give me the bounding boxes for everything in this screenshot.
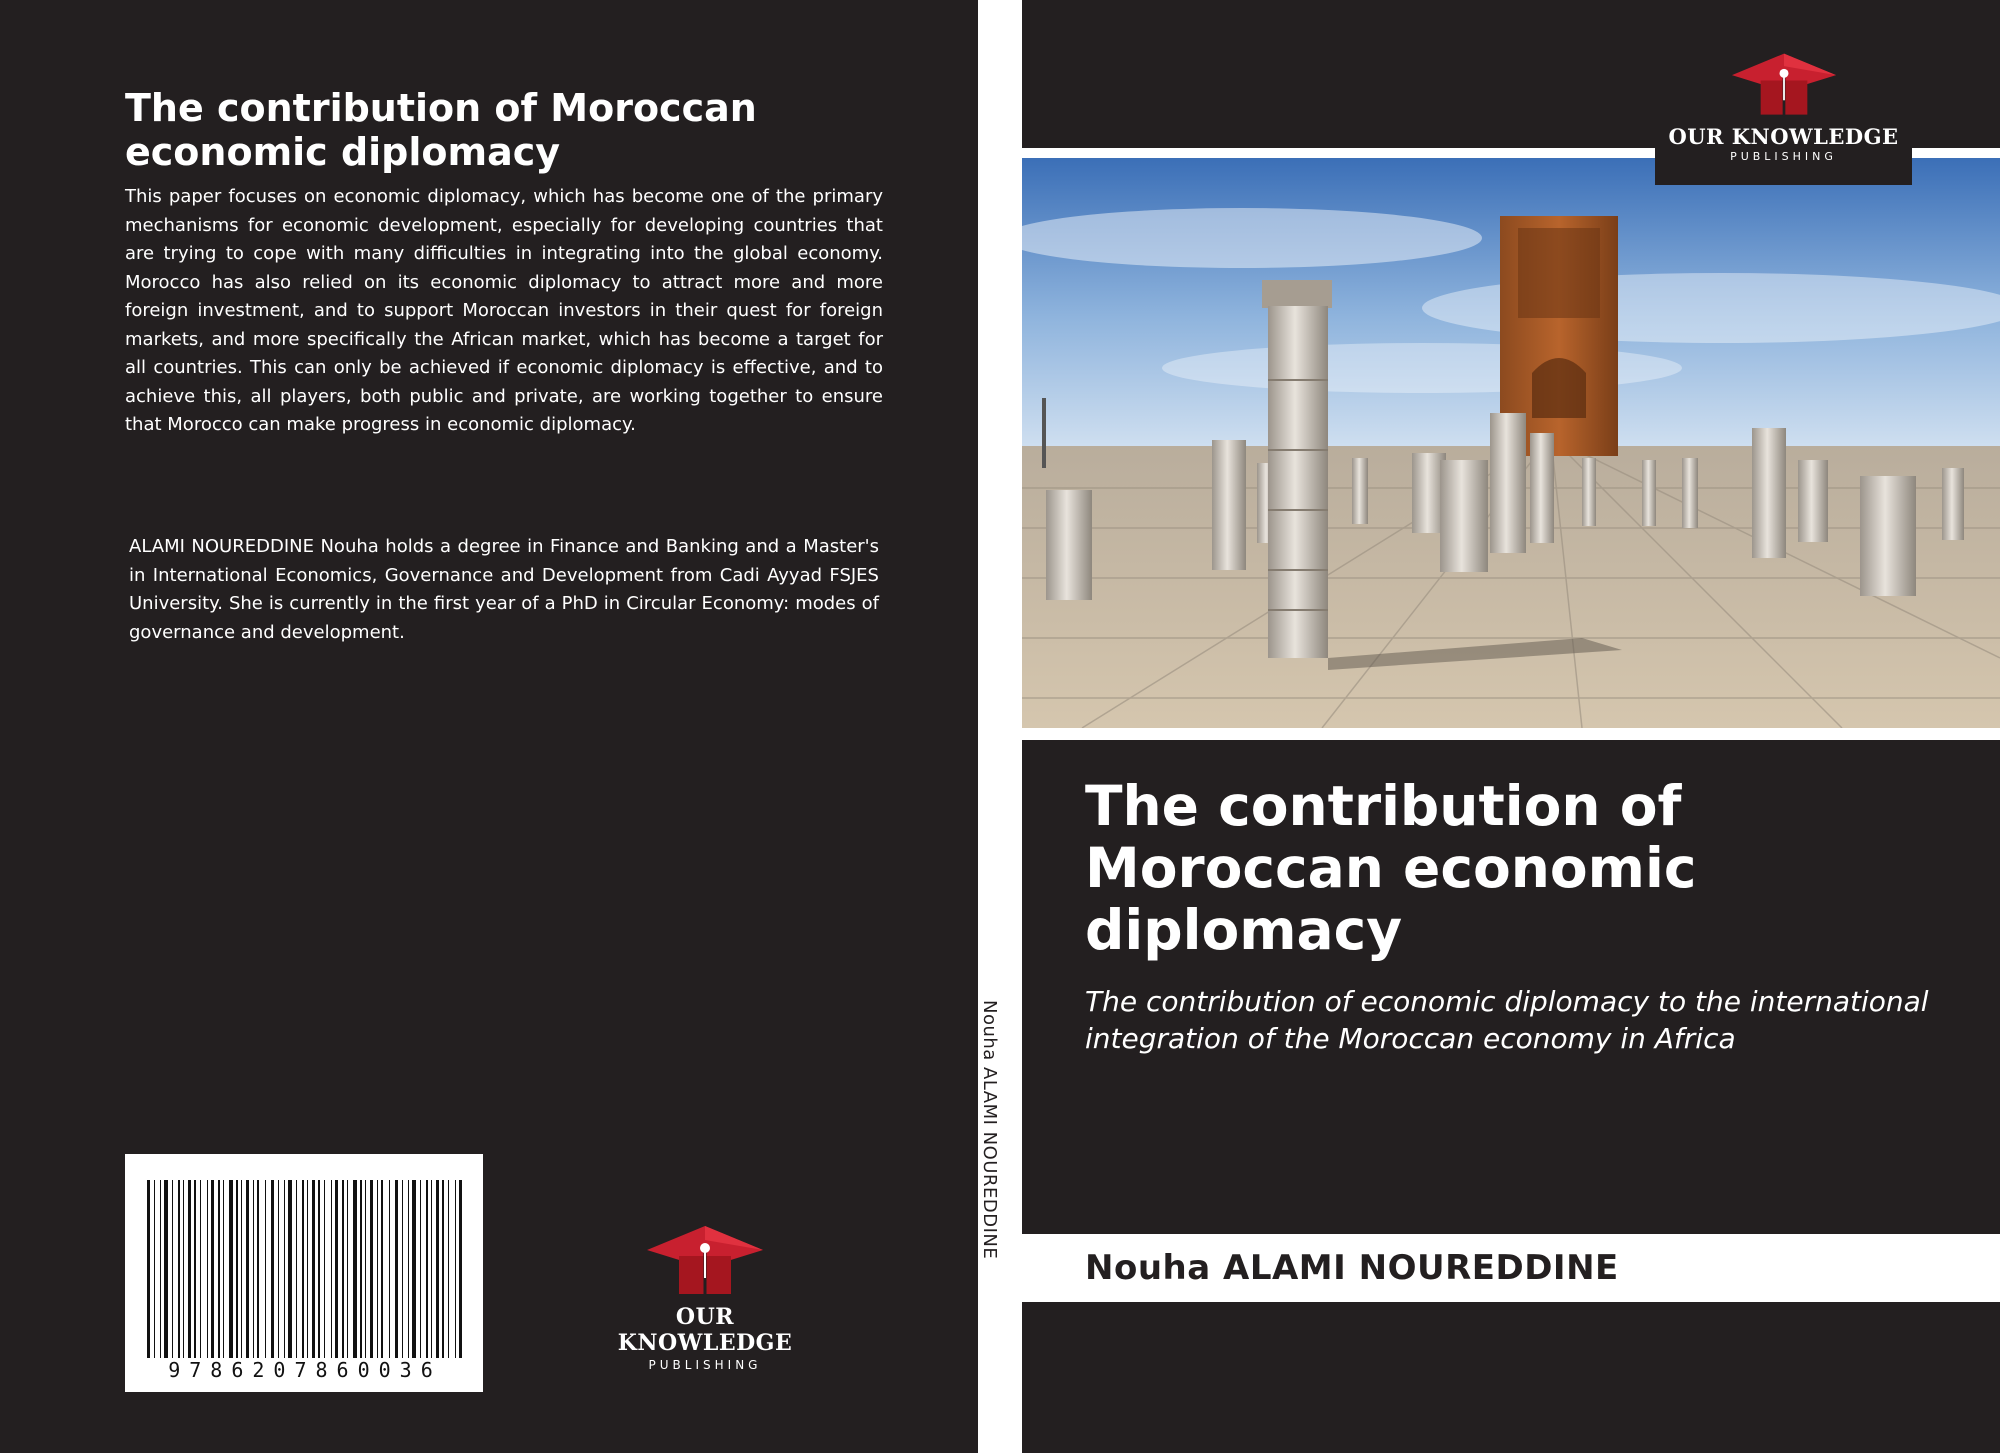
barcode-bars-icon [125, 1154, 483, 1392]
graduation-cap-icon [645, 1222, 765, 1300]
back-cover-title: The contribution of Moroccan economic diplomacy [125, 86, 757, 174]
barcode-digits: 9786207860036 [168, 1358, 442, 1382]
front-cover-subtitle: The contribution of economic diplomacy to the international integration of the Moroccan economy in Africa [1085, 985, 1929, 1055]
publisher-logo-front [1655, 52, 1912, 163]
spine-author: Nouha ALAMI NOUREDDINE [979, 1000, 1000, 1260]
publisher-logo-back [585, 1222, 825, 1372]
publisher-sub: PUBLISHING [1730, 150, 1837, 163]
front-cover-author: Nouha ALAMI NOUREDDINE [1085, 1248, 1619, 1288]
isbn-barcode [125, 1154, 483, 1392]
publisher-sub: PUBLISHING [648, 1358, 762, 1372]
hassan-tower-photo [1022, 158, 2000, 728]
spine [1003, 0, 1017, 1453]
author-biography: ALAMI NOUREDDINE Nouha holds a degree in Finance and Banking and a Master's in International Economics, Governance and Development from Cadi Ayyad FSJES University. She is currently in the first year of a PhD in Circular Economy: modes of governance and development. [129, 536, 879, 643]
front-cover-title: The contribution of Moroccan economic diplomacy [1085, 774, 1697, 962]
publisher-name: OUR KNOWLEDGE [617, 1304, 793, 1356]
graduation-cap-icon [1729, 50, 1839, 120]
back-cover-blurb: This paper focuses on economic diplomacy, which has become one of the primary mechanisms for economic development, especially for developing countries that are trying to cope with many difficulties in integrating into the global economy. Morocco has also relied on its economic diplomacy to attract more and more foreign investment, and to support Moroccan investors in their quest for foreign markets, and more specifically the African market, which has become a target for all countries. This can only be achieved if economic diplomacy is effective, and to achieve this, all players, both public and private, are working together to ensure that Morocco can make progress in economic diplomacy. [125, 186, 883, 435]
publisher-name: OUR KNOWLEDGE [1668, 124, 1899, 149]
